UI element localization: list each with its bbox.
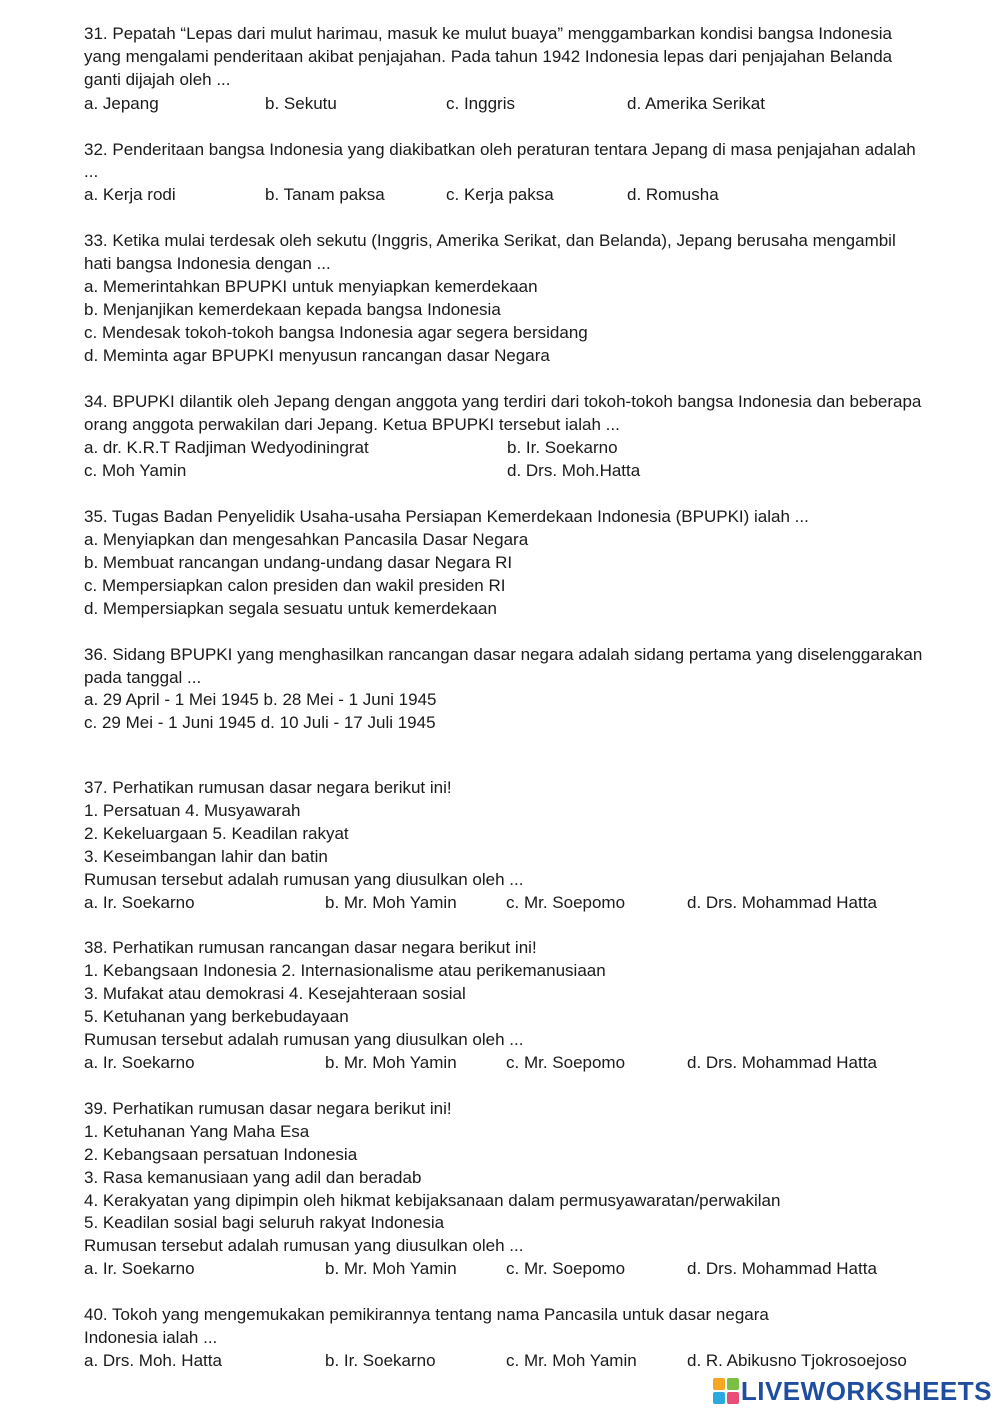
q33-text-line: 33. Ketika mulai terdesak oleh sekutu (Inggris, Amerika Serikat, dan Belanda), Jepang berusaha mengambil xyxy=(84,231,896,250)
q32-text-line: 32. Penderitaan bangsa Indonesia yang diakibatkan oleh peraturan tentara Jepang di masa penjajahan adalah xyxy=(84,140,916,159)
q40-option-c[interactable]: c. Mr. Moh Yamin xyxy=(506,1351,637,1370)
q37-text-line: 3. Keseimbangan lahir dan batin xyxy=(84,847,328,866)
q37-option-b[interactable]: b. Mr. Moh Yamin xyxy=(325,893,457,912)
q38-option-c[interactable]: c. Mr. Soepomo xyxy=(506,1053,626,1072)
q34-text-line: 34. BPUPKI dilantik oleh Jepang dengan anggota yang terdiri dari tokoh-tokoh bangsa Indonesia dan beberapa xyxy=(84,392,922,411)
q31-option-d[interactable]: d. Amerika Serikat xyxy=(627,94,765,113)
liveworksheets-logo xyxy=(713,1374,992,1408)
q36-options-cd[interactable]: c. 29 Mei - 1 Juni 1945 d. 10 Juli - 17 Juli 1945 xyxy=(84,713,436,732)
q39-option-a[interactable]: a. Ir. Soekarno xyxy=(84,1259,195,1278)
q32-option-a[interactable]: a. Kerja rodi xyxy=(84,185,176,204)
q39-text-line: 4. Kerakyatan yang dipimpin oleh hikmat kebijaksanaan dalam permusyawaratan/perwakilan xyxy=(84,1191,781,1210)
q39-text-line: 2. Kebangsaan persatuan Indonesia xyxy=(84,1145,358,1164)
q37-text-line: Rumusan tersebut adalah rumusan yang diusulkan oleh ... xyxy=(84,870,524,889)
q37-text-line: 37. Perhatikan rumusan dasar negara berikut ini! xyxy=(84,778,452,797)
q38-text-line: 1. Kebangsaan Indonesia 2. Internasionalisme atau perikemanusiaan xyxy=(84,961,606,980)
q38-text-line: 3. Mufakat atau demokrasi 4. Kesejahteraan sosial xyxy=(84,984,466,1003)
q35-text-line: 35. Tugas Badan Penyelidik Usaha-usaha Persiapan Kemerdekaan Indonesia (BPUPKI) ialah ... xyxy=(84,507,809,526)
q38-option-b[interactable]: b. Mr. Moh Yamin xyxy=(325,1053,457,1072)
q31-text-line: yang mengalami penderitaan akibat penjajahan. Pada tahun 1942 Indonesia lepas dari penjajahan Belanda xyxy=(84,47,893,66)
q39-option-c[interactable]: c. Mr. Soepomo xyxy=(506,1259,626,1278)
liveworksheets-logo-text: LIVEWORKSHEETS xyxy=(740,1375,992,1406)
q32-option-d[interactable]: d. Romusha xyxy=(627,185,719,204)
q32-option-c[interactable]: c. Kerja paksa xyxy=(446,185,554,204)
q36-text-line: 36. Sidang BPUPKI yang menghasilkan rancangan dasar negara adalah sidang pertama yang diselenggarakan xyxy=(84,645,923,664)
q32-text-line: ... xyxy=(84,162,99,181)
q31-option-a[interactable]: a. Jepang xyxy=(84,94,159,113)
q33-text-line: hati bangsa Indonesia dengan ... xyxy=(84,254,331,273)
q31-option-b[interactable]: b. Sekutu xyxy=(265,94,337,113)
q38-text-line: 38. Perhatikan rumusan rancangan dasar negara berikut ini! xyxy=(84,938,537,957)
q33-option-b[interactable]: b. Menjanjikan kemerdekaan kepada bangsa Indonesia xyxy=(84,300,501,319)
q34-option-c[interactable]: c. Moh Yamin xyxy=(84,461,187,480)
q31-option-c[interactable]: c. Inggris xyxy=(446,94,515,113)
q35-option-a[interactable]: a. Menyiapkan dan mengesahkan Pancasila Dasar Negara xyxy=(84,530,529,549)
q40-option-a[interactable]: a. Drs. Moh. Hatta xyxy=(84,1351,222,1370)
q39-option-d[interactable]: d. Drs. Mohammad Hatta xyxy=(687,1259,877,1278)
q33-option-a[interactable]: a. Memerintahkan BPUPKI untuk menyiapkan kemerdekaan xyxy=(84,277,538,296)
q34-text-line: orang anggota perwakilan dari Jepang. Ketua BPUPKI tersebut ialah ... xyxy=(84,415,620,434)
q39-option-b[interactable]: b. Mr. Moh Yamin xyxy=(325,1259,457,1278)
q35-option-b[interactable]: b. Membuat rancangan undang-undang dasar Negara RI xyxy=(84,553,513,572)
q39-text-line: Rumusan tersebut adalah rumusan yang diusulkan oleh ... xyxy=(84,1236,524,1255)
q34-option-a[interactable]: a. dr. K.R.T Radjiman Wedyodiningrat xyxy=(84,438,369,457)
q40-option-b[interactable]: b. Ir. Soekarno xyxy=(325,1351,436,1370)
q37-text-line: 2. Kekeluargaan 5. Keadilan rakyat xyxy=(84,824,349,843)
q39-text-line: 3. Rasa kemanusiaan yang adil dan beradab xyxy=(84,1168,422,1187)
q35-option-c[interactable]: c. Mempersiapkan calon presiden dan wakil presiden RI xyxy=(84,576,506,595)
q35-option-d[interactable]: d. Mempersiapkan segala sesuatu untuk kemerdekaan xyxy=(84,599,497,618)
q39-text-line: 1. Ketuhanan Yang Maha Esa xyxy=(84,1122,310,1141)
q36-text-line: pada tanggal ... xyxy=(84,668,202,687)
liveworksheets-logo-icon xyxy=(713,1378,739,1404)
q38-option-a[interactable]: a. Ir. Soekarno xyxy=(84,1053,195,1072)
q38-text-line: 5. Ketuhanan yang berkebudayaan xyxy=(84,1007,349,1026)
q37-text-line: 1. Persatuan 4. Musyawarah xyxy=(84,801,301,820)
q36-options-ab[interactable]: a. 29 April - 1 Mei 1945 b. 28 Mei - 1 Juni 1945 xyxy=(84,690,437,709)
q32-option-b[interactable]: b. Tanam paksa xyxy=(265,185,385,204)
q38-text-line: Rumusan tersebut adalah rumusan yang diusulkan oleh ... xyxy=(84,1030,524,1049)
q31-text-line: 31. Pepatah “Lepas dari mulut harimau, masuk ke mulut buaya” menggambarkan kondisi bangsa Indonesia xyxy=(84,24,892,43)
q37-option-c[interactable]: c. Mr. Soepomo xyxy=(506,893,626,912)
q38-option-d[interactable]: d. Drs. Mohammad Hatta xyxy=(687,1053,877,1072)
q40-option-d[interactable]: d. R. Abikusno Tjokrosoejoso xyxy=(687,1351,907,1370)
q33-option-c[interactable]: c. Mendesak tokoh-tokoh bangsa Indonesia agar segera bersidang xyxy=(84,323,588,342)
q31-text-line: ganti dijajah oleh ... xyxy=(84,70,231,89)
q39-text-line: 39. Perhatikan rumusan dasar negara berikut ini! xyxy=(84,1099,452,1118)
q34-option-b[interactable]: b. Ir. Soekarno xyxy=(507,438,618,457)
q40-text-line: Indonesia ialah ... xyxy=(84,1328,218,1347)
q34-option-d[interactable]: d. Drs. Moh.Hatta xyxy=(507,461,641,480)
q37-option-d[interactable]: d. Drs. Mohammad Hatta xyxy=(687,893,877,912)
q37-option-a[interactable]: a. Ir. Soekarno xyxy=(84,893,195,912)
q39-text-line: 5. Keadilan sosial bagi seluruh rakyat Indonesia xyxy=(84,1213,445,1232)
q33-option-d[interactable]: d. Meminta agar BPUPKI menyusun rancangan dasar Negara xyxy=(84,346,550,365)
q40-text-line: 40. Tokoh yang mengemukakan pemikirannya tentang nama Pancasila untuk dasar negara xyxy=(84,1305,769,1324)
